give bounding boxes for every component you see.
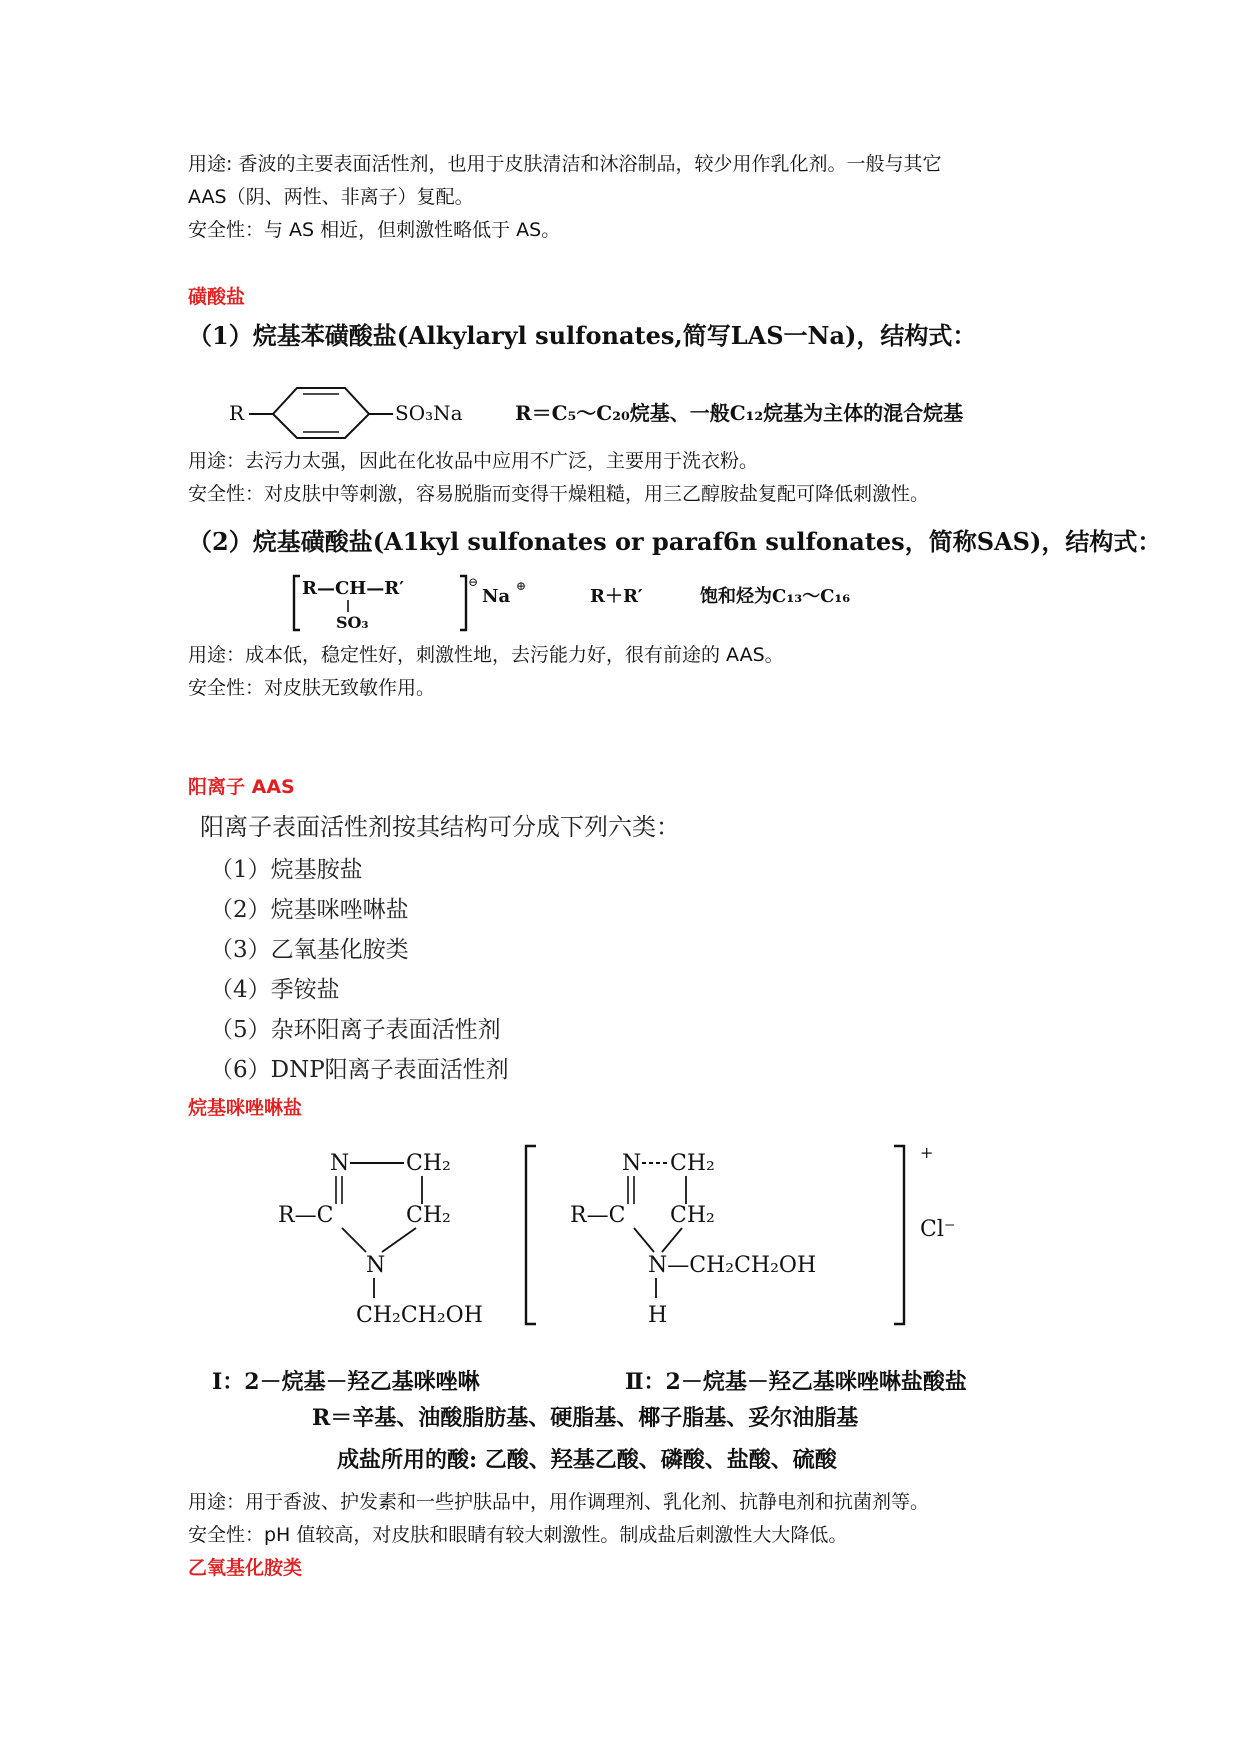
usage-text: 用途：去污力太强，因此在化妆品中应用不广泛，主要用于洗衣粉。 xyxy=(188,450,759,472)
safety-text: 安全性：对皮肤中等刺激，容易脱脂而变得干燥粗糙，用三乙醇胺盐复配可降低刺激性。 xyxy=(188,483,930,505)
usage-text: AAS（阴、两性、非离子）复配。 xyxy=(188,186,474,208)
safety-text: 安全性：与 AS 相近，但刺激性略低于 AS。 xyxy=(188,219,561,241)
formula-so3na: SO₃Na xyxy=(395,401,463,425)
charge-plus: + xyxy=(920,1143,934,1162)
atom-n: N xyxy=(366,1253,386,1278)
safety-text: 安全性：pH 值较高，对皮肤和眼睛有较大刺激性。制成盐后刺激性大大降低。 xyxy=(188,1524,848,1546)
list-item: （3）乙氧基化胺类 xyxy=(210,937,409,963)
charge-minus: ⊖ xyxy=(468,575,479,589)
imidazoline-structure-image xyxy=(270,1140,1060,1340)
group-r-c: R—C xyxy=(278,1203,334,1228)
list-item: （2）烷基咪唑啉盐 xyxy=(210,897,409,923)
list-item: （4）季铵盐 xyxy=(210,977,340,1003)
group-n-ch2ch2oh: N—CH₂CH₂OH xyxy=(648,1253,817,1278)
safety-text: 安全性：对皮肤无致敏作用。 xyxy=(188,677,436,699)
group-r-c: R—C xyxy=(570,1203,626,1228)
section-heading: 磺酸盐 xyxy=(188,286,246,308)
group-ch2: CH₂ xyxy=(406,1203,451,1228)
usage-text: 用途：用于香波、护发素和一些护肤品中，用作调理剂、乳化剂、抗静电剂和抗菌剂等。 xyxy=(188,1491,930,1513)
formula-r: R xyxy=(229,401,245,425)
atom-n: N xyxy=(622,1151,642,1176)
sas-na: Na xyxy=(482,586,511,607)
atom-h: H xyxy=(648,1303,668,1328)
cationic-intro: 阳离子表面活性剂按其结构可分成下列六类： xyxy=(200,813,680,841)
formula-description: R＝C₅～C₂₀烷基、一般C₁₂烷基为主体的混合烷基 xyxy=(515,401,964,425)
acids-text: 成盐所用的酸: 乙酸、羟基乙酸、磷酸、盐酸、硫酸 xyxy=(337,1447,837,1473)
group-ch2: CH₂ xyxy=(406,1151,451,1176)
group-ch2ch2oh: CH₂CH₂OH xyxy=(356,1303,483,1328)
sas-so3: SO₃ xyxy=(336,613,369,632)
structure-label-1: Ⅰ：2－烷基－羟乙基咪唑啉 xyxy=(212,1369,480,1395)
section-heading: 阳离子 AAS xyxy=(188,776,295,798)
atom-n: N xyxy=(330,1151,350,1176)
section-heading: 乙氧基化胺类 xyxy=(188,1557,303,1579)
list-item: （6）DNP阳离子表面活性剂 xyxy=(210,1057,509,1083)
las-structure-image xyxy=(215,380,1055,440)
structure-label-2: Ⅱ：2－烷基－羟乙基咪唑啉盐酸盐 xyxy=(625,1369,967,1395)
usage-text: 用途: 香波的主要表面活性剂，也用于皮肤清洁和沐浴制品，较少用作乳化剂。一般与其它 xyxy=(188,153,942,175)
las-title: （1）烷基苯磺酸盐(Alkylaryl sulfonates,简写LAS一Na)，结构式： xyxy=(188,321,977,350)
sas-description: 饱和烃为C₁₃～C₁₆ xyxy=(700,586,851,607)
group-ch2: CH₂ xyxy=(670,1203,715,1228)
charge-plus: ⊕ xyxy=(516,579,527,593)
list-item: （5）杂环阳离子表面活性剂 xyxy=(210,1017,501,1043)
usage-text: 用途：成本低，稳定性好，刺激性地，去污能力好，很有前途的 AAS。 xyxy=(188,644,784,666)
section-heading: 烷基咪唑啉盐 xyxy=(188,1097,303,1119)
chloride-ion: Cl⁻ xyxy=(920,1217,956,1242)
sas-structure-image xyxy=(290,572,930,634)
group-ch2: CH₂ xyxy=(670,1151,715,1176)
list-item: （1）烷基胺盐 xyxy=(210,857,363,883)
sas-title: （2）烷基磺酸盐(A1kyl sulfonates or paraf6n sulfonates，简称SAS)，结构式： xyxy=(188,527,1162,556)
r-definition: R＝辛基、油酸脂肪基、硬脂基、椰子脂基、妥尔油脂基 xyxy=(312,1405,859,1431)
sas-rr: R＋R′ xyxy=(590,586,643,607)
sas-main-chain: R—CH—R′ xyxy=(302,578,404,599)
